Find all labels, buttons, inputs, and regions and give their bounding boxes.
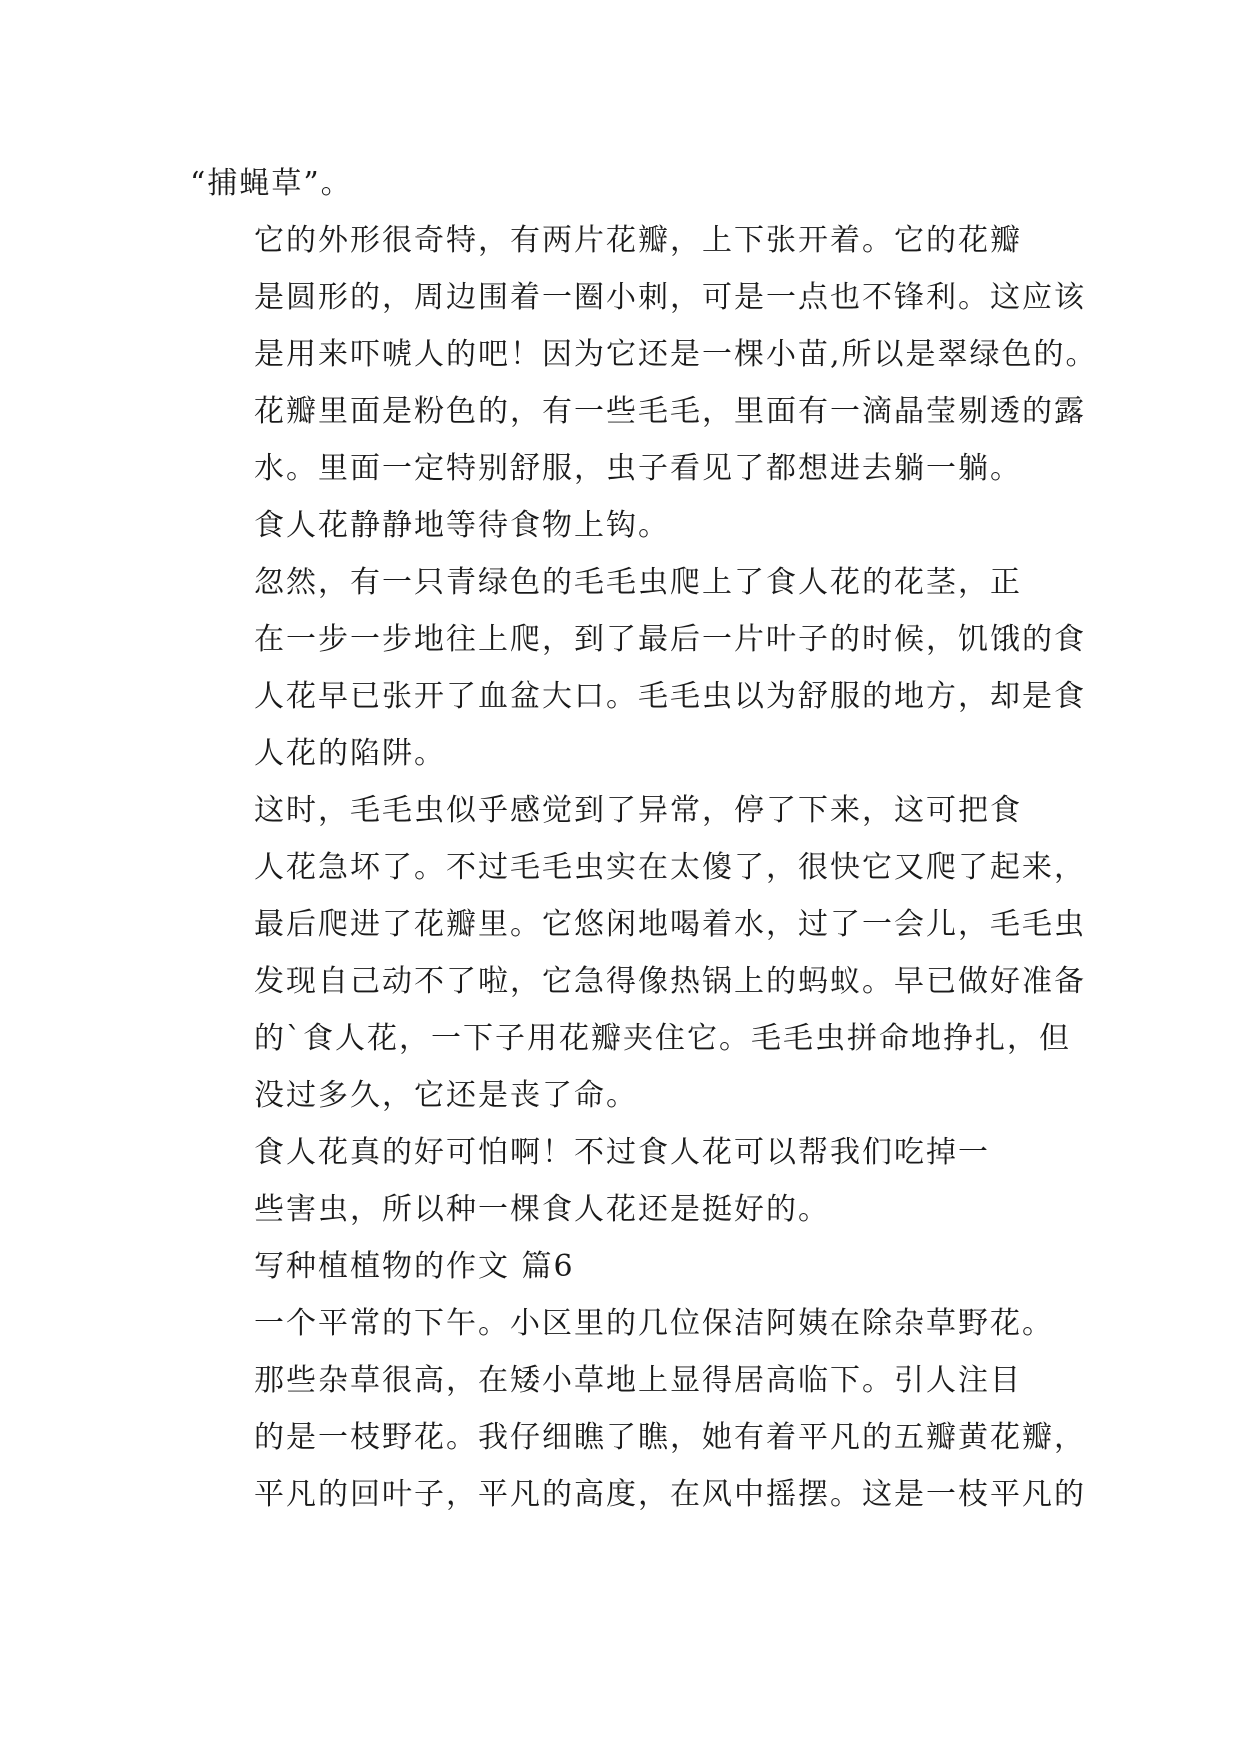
text-line: 那些杂草很高，在矮小草地上显得居高临下。引人注目 xyxy=(254,1363,1022,1398)
section-heading: 写种植植物的作文 篇6 xyxy=(254,1249,575,1284)
text-line: 没过多久，它还是丧了命。 xyxy=(254,1078,638,1113)
paragraph xyxy=(190,1352,1086,1523)
paragraph xyxy=(190,782,1086,1124)
paragraph xyxy=(190,212,1098,497)
paragraph xyxy=(190,497,1050,554)
text-line: 这时，毛毛虫似乎感觉到了异常，停了下来，这可把食 xyxy=(254,793,1022,828)
paragraph xyxy=(190,155,1050,212)
text-line: 是用来吓唬人的吧！因为它还是一棵小苗,所以是翠绿色的。 xyxy=(254,337,1098,372)
text-line: 的是一枝野花。我仔细瞧了瞧，她有着平凡的五瓣黄花瓣， xyxy=(254,1420,1086,1455)
text-line: 的`食人花，一下子用花瓣夹住它。毛毛虫拼命地挣扎，但 xyxy=(254,1021,1071,1056)
text-line: 花瓣里面是粉色的，有一些毛毛，里面有一滴晶莹剔透的露 xyxy=(254,394,1086,429)
text-line: 是圆形的，周边围着一圈小刺，可是一点也不锋利。这应该 xyxy=(254,280,1086,315)
text-line: 最后爬进了花瓣里。它悠闲地喝着水，过了一会儿，毛毛虫 xyxy=(254,907,1086,942)
text-line: 食人花真的好可怕啊！不过食人花可以帮我们吃掉一 xyxy=(254,1135,990,1170)
paragraph xyxy=(190,1124,1050,1238)
text-line: 忽然，有一只青绿色的毛毛虫爬上了食人花的花茎，正 xyxy=(254,565,1022,600)
text-line: 人花早已张开了血盆大口。毛毛虫以为舒服的地方，却是食 xyxy=(254,679,1086,714)
text-line: 人花急坏了。不过毛毛虫实在太傻了，很快它又爬了起来， xyxy=(254,850,1086,885)
text-line: 一个平常的下午。小区里的几位保洁阿姨在除杂草野花。 xyxy=(254,1306,1054,1341)
text-line: 些害虫，所以种一棵食人花还是挺好的。 xyxy=(254,1192,830,1227)
text-line: 平凡的回叶子，平凡的高度，在风中摇摆。这是一枝平凡的 xyxy=(254,1477,1086,1512)
text-line: 它的外形很奇特，有两片花瓣，上下张开着。它的花瓣 xyxy=(254,223,1022,258)
text-line: “捕蝇草”。 xyxy=(190,166,353,201)
text-line: 在一步一步地往上爬，到了最后一片叶子的时候，饥饿的食 xyxy=(254,622,1086,657)
text-line: 人花的陷阱。 xyxy=(254,736,446,771)
text-line: 发现自己动不了啦，它急得像热锅上的蚂蚁。早已做好准备 xyxy=(254,964,1086,999)
text-line: 水。里面一定特别舒服，虫子看见了都想进去躺一躺。 xyxy=(254,451,1022,486)
text-line: 食人花静静地等待食物上钩。 xyxy=(254,508,670,543)
paragraph xyxy=(190,554,1086,782)
paragraph xyxy=(190,1295,1054,1352)
document-body xyxy=(190,155,1098,1523)
